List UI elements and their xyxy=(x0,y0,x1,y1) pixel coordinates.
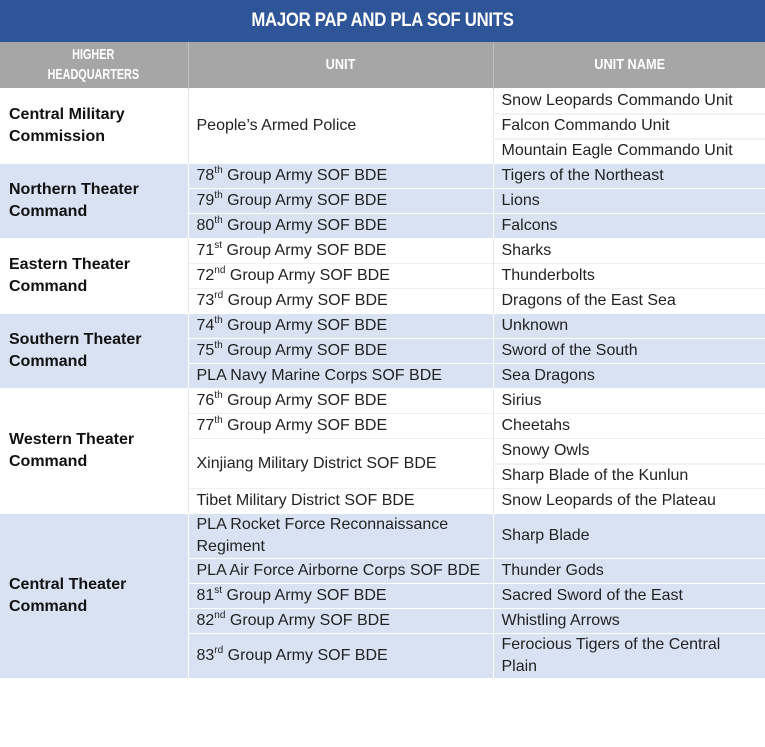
unit-cell xyxy=(188,439,493,489)
ordinal-suffix: st xyxy=(214,239,223,251)
unit-name-cell: Thunder Gods xyxy=(493,559,765,584)
ordinal-suffix: th xyxy=(214,189,223,201)
unit-cell xyxy=(188,414,493,439)
unit-text: Tibet Military District SOF BDE xyxy=(196,492,415,509)
unit-text: PLA Navy Marine Corps SOF BDE xyxy=(196,367,442,384)
sof-units-table xyxy=(0,42,765,678)
unit-name-cell: Lions xyxy=(493,189,765,214)
unit-text: Group Army SOF BDE xyxy=(222,417,388,434)
unit-name-cell: Sea Dragons xyxy=(493,364,765,389)
unit-text: Group Army SOF BDE xyxy=(225,267,390,284)
unit-number: 75 xyxy=(196,342,215,359)
unit-cell xyxy=(188,514,493,559)
higher-headquarters-cell: Southern Theater Command xyxy=(0,314,188,389)
unit-text: Group Army SOF BDE xyxy=(222,392,388,409)
header-line: HIGHER xyxy=(72,46,115,63)
unit-cell xyxy=(188,164,493,189)
unit-cell xyxy=(188,584,493,609)
unit-text: Xinjiang Military District SOF BDE xyxy=(196,454,437,472)
unit-name-cell: Snowy Owls xyxy=(493,439,765,464)
unit-text: Group Army SOF BDE xyxy=(222,242,387,259)
unit-text: Group Army SOF BDE xyxy=(222,192,388,209)
unit-text: Group Army SOF BDE xyxy=(222,217,388,234)
unit-number: 78 xyxy=(196,167,215,184)
unit-text: Group Army SOF BDE xyxy=(223,647,388,664)
unit-name-cell: Tigers of the Northeast xyxy=(493,164,765,189)
unit-number: 83 xyxy=(196,647,215,664)
unit-text: PLA Air Force Airborne Corps SOF BDE xyxy=(196,562,481,579)
unit-name-cell: Unknown xyxy=(493,314,765,339)
unit-cell xyxy=(188,89,493,164)
unit-number: 76 xyxy=(196,392,215,409)
header-unit xyxy=(188,42,493,89)
unit-name-cell: Dragons of the East Sea xyxy=(493,289,765,314)
header-line: HEADQUARTERS xyxy=(47,66,140,83)
unit-cell xyxy=(188,239,493,264)
unit-name-cell: Sacred Sword of the East xyxy=(493,584,765,609)
unit-number: 73 xyxy=(196,292,215,309)
unit-name-cell: Snow Leopards Commando Unit xyxy=(493,89,765,114)
unit-name-cell: Falcons xyxy=(493,214,765,239)
unit-name-cell: Cheetahs xyxy=(493,414,765,439)
unit-name-cell: Sharks xyxy=(493,239,765,264)
ordinal-suffix: th xyxy=(214,389,223,401)
table-body xyxy=(0,89,765,679)
header-label: UNIT NAME xyxy=(593,56,665,73)
unit-cell xyxy=(188,634,493,679)
unit-number: 72 xyxy=(196,267,215,284)
unit-text: Group Army SOF BDE xyxy=(225,612,390,629)
unit-name-cell: Sharp Blade of the Kunlun xyxy=(493,464,765,489)
higher-headquarters-cell: Central Military Commission xyxy=(0,89,188,164)
unit-name-cell: Ferocious Tigers of the Central Plain xyxy=(493,634,765,679)
header-higher-headquarters xyxy=(0,42,188,89)
higher-headquarters-cell: Central Theater Command xyxy=(0,514,188,679)
ordinal-suffix: th xyxy=(214,314,223,326)
table-row xyxy=(0,239,765,264)
higher-headquarters-cell: Eastern Theater Command xyxy=(0,239,188,314)
header-unit-name xyxy=(493,42,765,89)
unit-name-cell: Whistling Arrows xyxy=(493,609,765,634)
ordinal-suffix: th xyxy=(214,164,223,176)
unit-name-cell: Falcon Commando Unit xyxy=(493,114,765,139)
header-label: UNIT xyxy=(325,56,356,73)
unit-cell xyxy=(188,314,493,339)
unit-number: 74 xyxy=(196,317,215,334)
unit-number: 79 xyxy=(196,192,215,209)
unit-cell xyxy=(188,289,493,314)
ordinal-suffix: th xyxy=(214,414,223,426)
table-row xyxy=(0,314,765,339)
ordinal-suffix: nd xyxy=(214,609,226,621)
unit-cell xyxy=(188,609,493,634)
unit-text: PLA Rocket Force Reconnaissance Regiment xyxy=(196,516,449,555)
ordinal-suffix: nd xyxy=(214,264,226,276)
unit-name-cell: Sword of the South xyxy=(493,339,765,364)
table-row xyxy=(0,514,765,559)
unit-text: Group Army SOF BDE xyxy=(223,292,388,309)
unit-number: 82 xyxy=(196,612,215,629)
unit-cell xyxy=(188,264,493,289)
unit-name-cell: Thunderbolts xyxy=(493,264,765,289)
higher-headquarters-cell: Northern Theater Command xyxy=(0,164,188,239)
table-row xyxy=(0,164,765,189)
unit-text: Group Army SOF BDE xyxy=(222,317,388,334)
unit-number: 80 xyxy=(196,217,215,234)
unit-cell xyxy=(188,189,493,214)
table-row xyxy=(0,89,765,114)
unit-text: Group Army SOF BDE xyxy=(222,167,388,184)
ordinal-suffix: th xyxy=(214,214,223,226)
unit-cell xyxy=(188,339,493,364)
header-row xyxy=(0,42,765,89)
unit-name-cell: Snow Leopards of the Plateau xyxy=(493,489,765,514)
higher-headquarters-cell: Western Theater Command xyxy=(0,389,188,514)
unit-cell xyxy=(188,489,493,514)
unit-cell xyxy=(188,559,493,584)
unit-text: Group Army SOF BDE xyxy=(222,587,387,604)
unit-name-cell: Mountain Eagle Commando Unit xyxy=(493,139,765,164)
unit-number: 71 xyxy=(196,242,215,259)
unit-number: 77 xyxy=(196,417,215,434)
unit-cell xyxy=(188,214,493,239)
unit-cell xyxy=(188,389,493,414)
table-title: MAJOR PAP AND PLA SOF UNITS xyxy=(46,0,719,42)
unit-text: People’s Armed Police xyxy=(196,117,357,134)
ordinal-suffix: rd xyxy=(214,644,224,656)
unit-name-cell: Sirius xyxy=(493,389,765,414)
title-bar xyxy=(0,0,765,42)
ordinal-suffix: rd xyxy=(214,289,224,301)
ordinal-suffix: th xyxy=(214,339,223,351)
table-row xyxy=(0,389,765,414)
ordinal-suffix: st xyxy=(214,584,223,596)
unit-cell xyxy=(188,364,493,389)
unit-text: Group Army SOF BDE xyxy=(222,342,388,359)
unit-name-cell: Sharp Blade xyxy=(493,514,765,559)
unit-number: 81 xyxy=(196,587,215,604)
